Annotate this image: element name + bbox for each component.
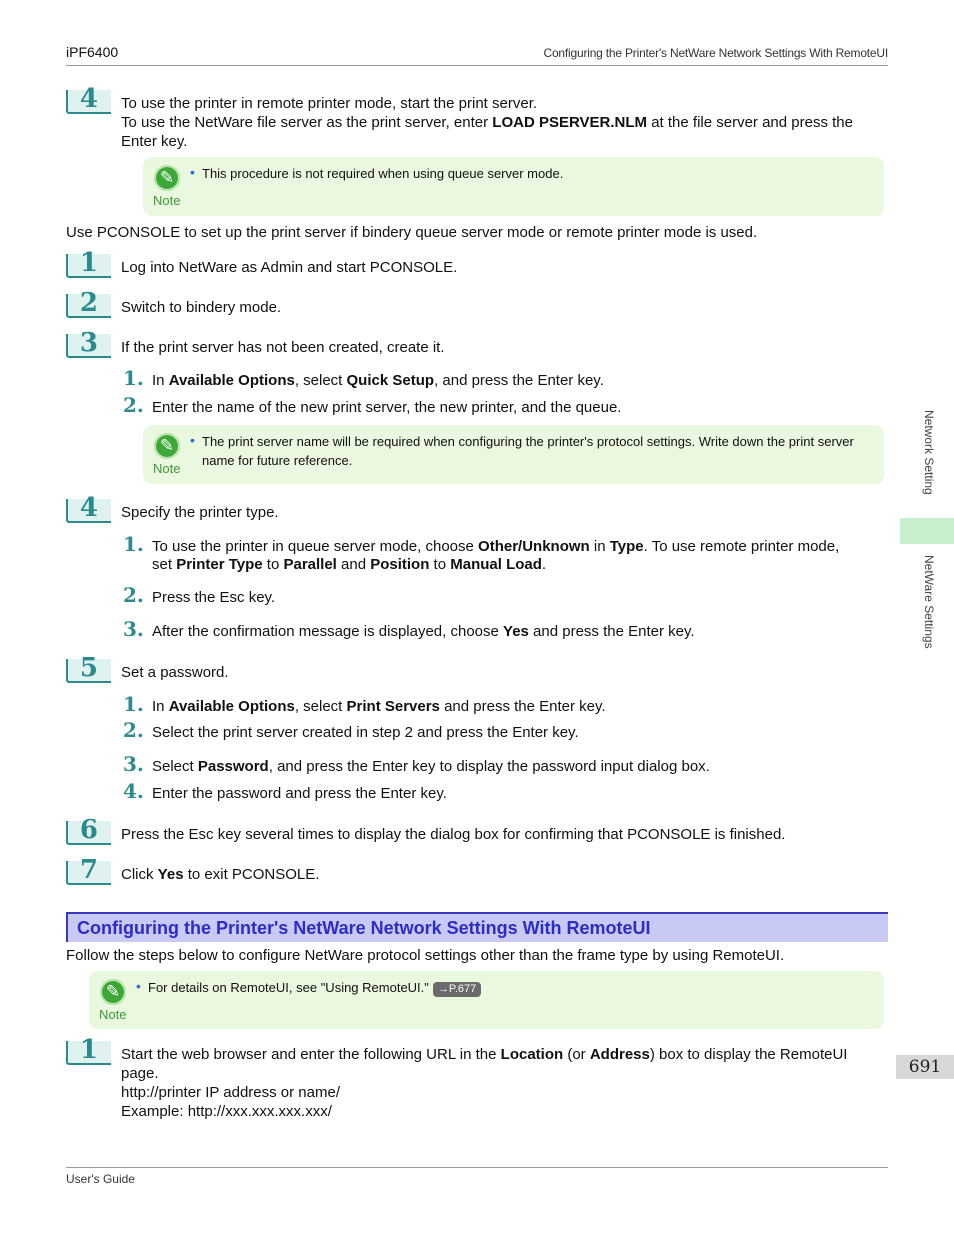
bullet-icon: • — [136, 978, 141, 994]
note-text: This procedure is not required when using queue server mode. — [202, 166, 564, 181]
section-heading: Configuring the Printer's NetWare Network Settings With RemoteUI — [66, 912, 888, 942]
step-text: Start the web browser and enter the following URL in the Location (or Address) box to display the RemoteUI page. http://printer IP address or name/ Example: http://xxx.xxx.xxx.xxx/ — [121, 1046, 848, 1120]
substep-number: 3. — [123, 617, 144, 641]
step-text: Press the Esc key several times to display the dialog box for confirming that PCONSOLE is finished. — [121, 826, 786, 843]
note-label: Note — [99, 1007, 127, 1022]
step-text: Switch to bindery mode. — [121, 299, 282, 316]
substep-number: 2. — [123, 583, 144, 607]
pencil-check-icon: ✎ — [154, 165, 180, 191]
substep-text: In Available Options, select Quick Setup, and press the Enter key. — [152, 372, 604, 389]
substep-text: In Available Options, select Print Servers and press the Enter key. — [152, 698, 606, 715]
step-text — [121, 94, 891, 151]
substep-text: Enter the password and press the Enter key. — [152, 785, 447, 802]
substep-number: 2. — [123, 393, 144, 417]
step-text: Click Yes to exit PCONSOLE. — [121, 866, 320, 883]
step-line: To use the NetWare file server as the print server, enter LOAD PSERVER.NLM at the file server and press the — [121, 114, 853, 131]
step-line: Enter key. — [121, 133, 188, 150]
note-label: Note — [153, 461, 181, 476]
page-number: 691 — [896, 1055, 954, 1079]
substep-text: Select Password, and press the Enter key to display the password input dialog box. — [152, 758, 710, 775]
note-box — [89, 971, 884, 1029]
note-text: The print server name will be required when configuring the printer's protocol settings. Write down the print server name for future reference. — [202, 434, 854, 468]
note-box — [143, 157, 884, 216]
step-text: Specify the printer type. — [121, 504, 279, 521]
footer-divider — [66, 1167, 888, 1168]
substep-text: Press the Esc key. — [152, 589, 276, 606]
step-text: Log into NetWare as Admin and start PCONSOLE. — [121, 259, 458, 276]
substep-number: 1. — [123, 692, 144, 716]
header-chapter-title: Configuring the Printer's NetWare Network Settings With RemoteUI — [543, 46, 888, 60]
step-number-badge: 2 — [66, 294, 111, 318]
step-number-badge: 1 — [66, 254, 111, 278]
step-number-badge: 6 — [66, 821, 111, 845]
substep-text: After the confirmation message is displayed, choose Yes and press the Enter key. — [152, 623, 695, 640]
note-box — [143, 425, 884, 484]
header-divider — [66, 65, 888, 66]
substep-number: 2. — [123, 718, 144, 742]
footer-guide: User's Guide — [66, 1172, 135, 1186]
step-text: Set a password. — [121, 664, 229, 681]
side-tab-netware-settings[interactable]: NetWare Settings — [922, 555, 936, 649]
side-tab-marker — [900, 518, 954, 544]
bullet-icon: • — [190, 164, 195, 180]
step-number-badge: 1 — [66, 1041, 111, 1065]
section-intro: Follow the steps below to configure NetWare protocol settings other than the frame type by using RemoteUI. — [66, 947, 785, 964]
side-tab-network-setting[interactable]: Network Setting — [922, 410, 936, 495]
note-text: For details on RemoteUI, see "Using RemoteUI." →P.677 — [148, 978, 481, 997]
pencil-check-icon: ✎ — [154, 433, 180, 459]
substep-number: 1. — [123, 366, 144, 390]
substep-text: Enter the name of the new print server, the new printer, and the queue. — [152, 399, 622, 416]
page-reference-link[interactable]: →P.677 — [433, 982, 481, 997]
step-number-badge: 4 — [66, 90, 111, 114]
step-number-badge: 3 — [66, 334, 111, 358]
substep-text: To use the printer in queue server mode, choose Other/Unknown in Type. To use remote printer mode, set Printer Type to Parallel and Position to Manual Load. — [152, 538, 840, 573]
step-number-badge: 5 — [66, 659, 111, 683]
intro-paragraph: Use PCONSOLE to set up the print server if bindery queue server mode or remote printer mode is used. — [66, 224, 758, 241]
step-number-badge: 7 — [66, 861, 111, 885]
step-text: If the print server has not been created, create it. — [121, 339, 445, 356]
substep-number: 1. — [123, 532, 144, 556]
pencil-check-icon: ✎ — [100, 979, 126, 1005]
note-label: Note — [153, 193, 181, 208]
substep-number: 3. — [123, 752, 144, 776]
substep-number: 4. — [123, 779, 144, 803]
header-model: iPF6400 — [66, 44, 119, 60]
step-number-badge: 4 — [66, 499, 111, 523]
step-line: To use the printer in remote printer mode, start the print server. — [121, 95, 538, 112]
substep-text: Select the print server created in step 2 and press the Enter key. — [152, 724, 579, 741]
bullet-icon: • — [190, 432, 195, 448]
